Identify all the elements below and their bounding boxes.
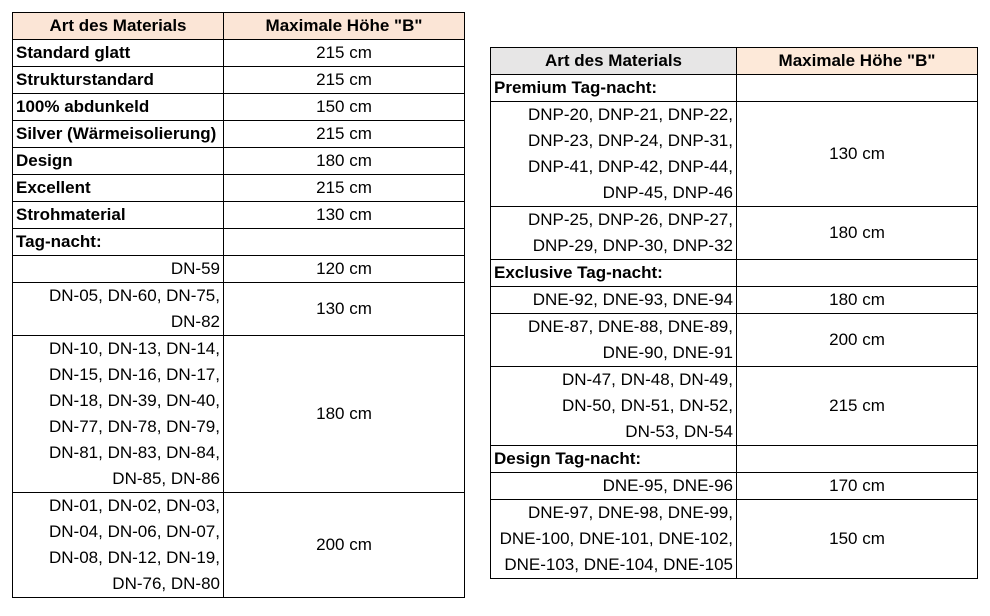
empty-cell [737,260,978,287]
table-row [491,367,978,446]
left-material-table [12,12,465,598]
header-material: Art des Materials [13,13,224,40]
max-height-value: 130 cm [224,283,465,336]
header-max-height: Maximale Höhe "B" [737,48,978,75]
max-height-value: 170 cm [737,473,978,500]
material-name: Design [13,148,224,175]
material-name: Silver (Wärmeisolierung) [13,121,224,148]
table-row [13,121,465,148]
table-row [13,67,465,94]
material-name: Strohmaterial [13,202,224,229]
max-height-value: 180 cm [224,148,465,175]
material-group-name: Exclusive Tag-nacht: [491,260,737,287]
max-height-value: 130 cm [224,202,465,229]
max-height-value: 150 cm [737,500,978,579]
table-row [13,175,465,202]
table-row [491,473,978,500]
max-height-value: 200 cm [737,314,978,367]
empty-cell [737,446,978,473]
model-codes: DNP-25, DNP-26, DNP-27, DNP-29, DNP-30, DNP-32 [491,207,737,260]
material-name: Excellent [13,175,224,202]
right-material-table [490,47,978,579]
model-codes: DN-59 [13,256,224,283]
model-codes: DNE-87, DNE-88, DNE-89, DNE-90, DNE-91 [491,314,737,367]
max-height-value: 215 cm [224,67,465,94]
model-codes: DNE-92, DNE-93, DNE-94 [491,287,737,314]
group-row [491,446,978,473]
material-group-name: Premium Tag-nacht: [491,75,737,102]
header-max-height: Maximale Höhe "B" [224,13,465,40]
material-name: 100% abdunkeld [13,94,224,121]
table-row [491,287,978,314]
table-header-row [13,13,465,40]
table-row [13,94,465,121]
table-row [13,493,465,598]
model-codes: DNP-20, DNP-21, DNP-22, DNP-23, DNP-24, DNP-31, DNP-41, DNP-42, DNP-44, DNP-45, DNP-46 [491,102,737,207]
table-row [491,207,978,260]
max-height-value: 130 cm [737,102,978,207]
max-height-value: 180 cm [224,336,465,493]
table-row [13,336,465,493]
table-row [13,202,465,229]
table-row [491,314,978,367]
max-height-value: 200 cm [224,493,465,598]
table-row [491,102,978,207]
group-row [491,260,978,287]
table-row [13,229,465,256]
table-row [13,148,465,175]
material-name: Standard glatt [13,40,224,67]
group-row [491,75,978,102]
model-codes: DN-10, DN-13, DN-14, DN-15, DN-16, DN-17, DN-18, DN-39, DN-40, DN-77, DN-78, DN-79, DN-81, DN-83, DN-84, DN-85, DN-86 [13,336,224,493]
material-group-name: Design Tag-nacht: [491,446,737,473]
max-height-value: 215 cm [224,40,465,67]
table-row [13,283,465,336]
max-height-value: 215 cm [224,175,465,202]
max-height-value [224,229,465,256]
max-height-value: 180 cm [737,287,978,314]
table-header-row [491,48,978,75]
max-height-value: 150 cm [224,94,465,121]
material-group-name: Tag-nacht: [13,229,224,256]
empty-cell [737,75,978,102]
model-codes: DN-05, DN-60, DN-75, DN-82 [13,283,224,336]
table-row [491,500,978,579]
max-height-value: 120 cm [224,256,465,283]
max-height-value: 215 cm [737,367,978,446]
model-codes: DNE-97, DNE-98, DNE-99, DNE-100, DNE-101, DNE-102, DNE-103, DNE-104, DNE-105 [491,500,737,579]
model-codes: DN-01, DN-02, DN-03, DN-04, DN-06, DN-07, DN-08, DN-12, DN-19, DN-76, DN-80 [13,493,224,598]
model-codes: DNE-95, DNE-96 [491,473,737,500]
max-height-value: 180 cm [737,207,978,260]
model-codes: DN-47, DN-48, DN-49, DN-50, DN-51, DN-52, DN-53, DN-54 [491,367,737,446]
table-row [13,256,465,283]
material-name: Strukturstandard [13,67,224,94]
header-material: Art des Materials [491,48,737,75]
max-height-value: 215 cm [224,121,465,148]
table-row [13,40,465,67]
